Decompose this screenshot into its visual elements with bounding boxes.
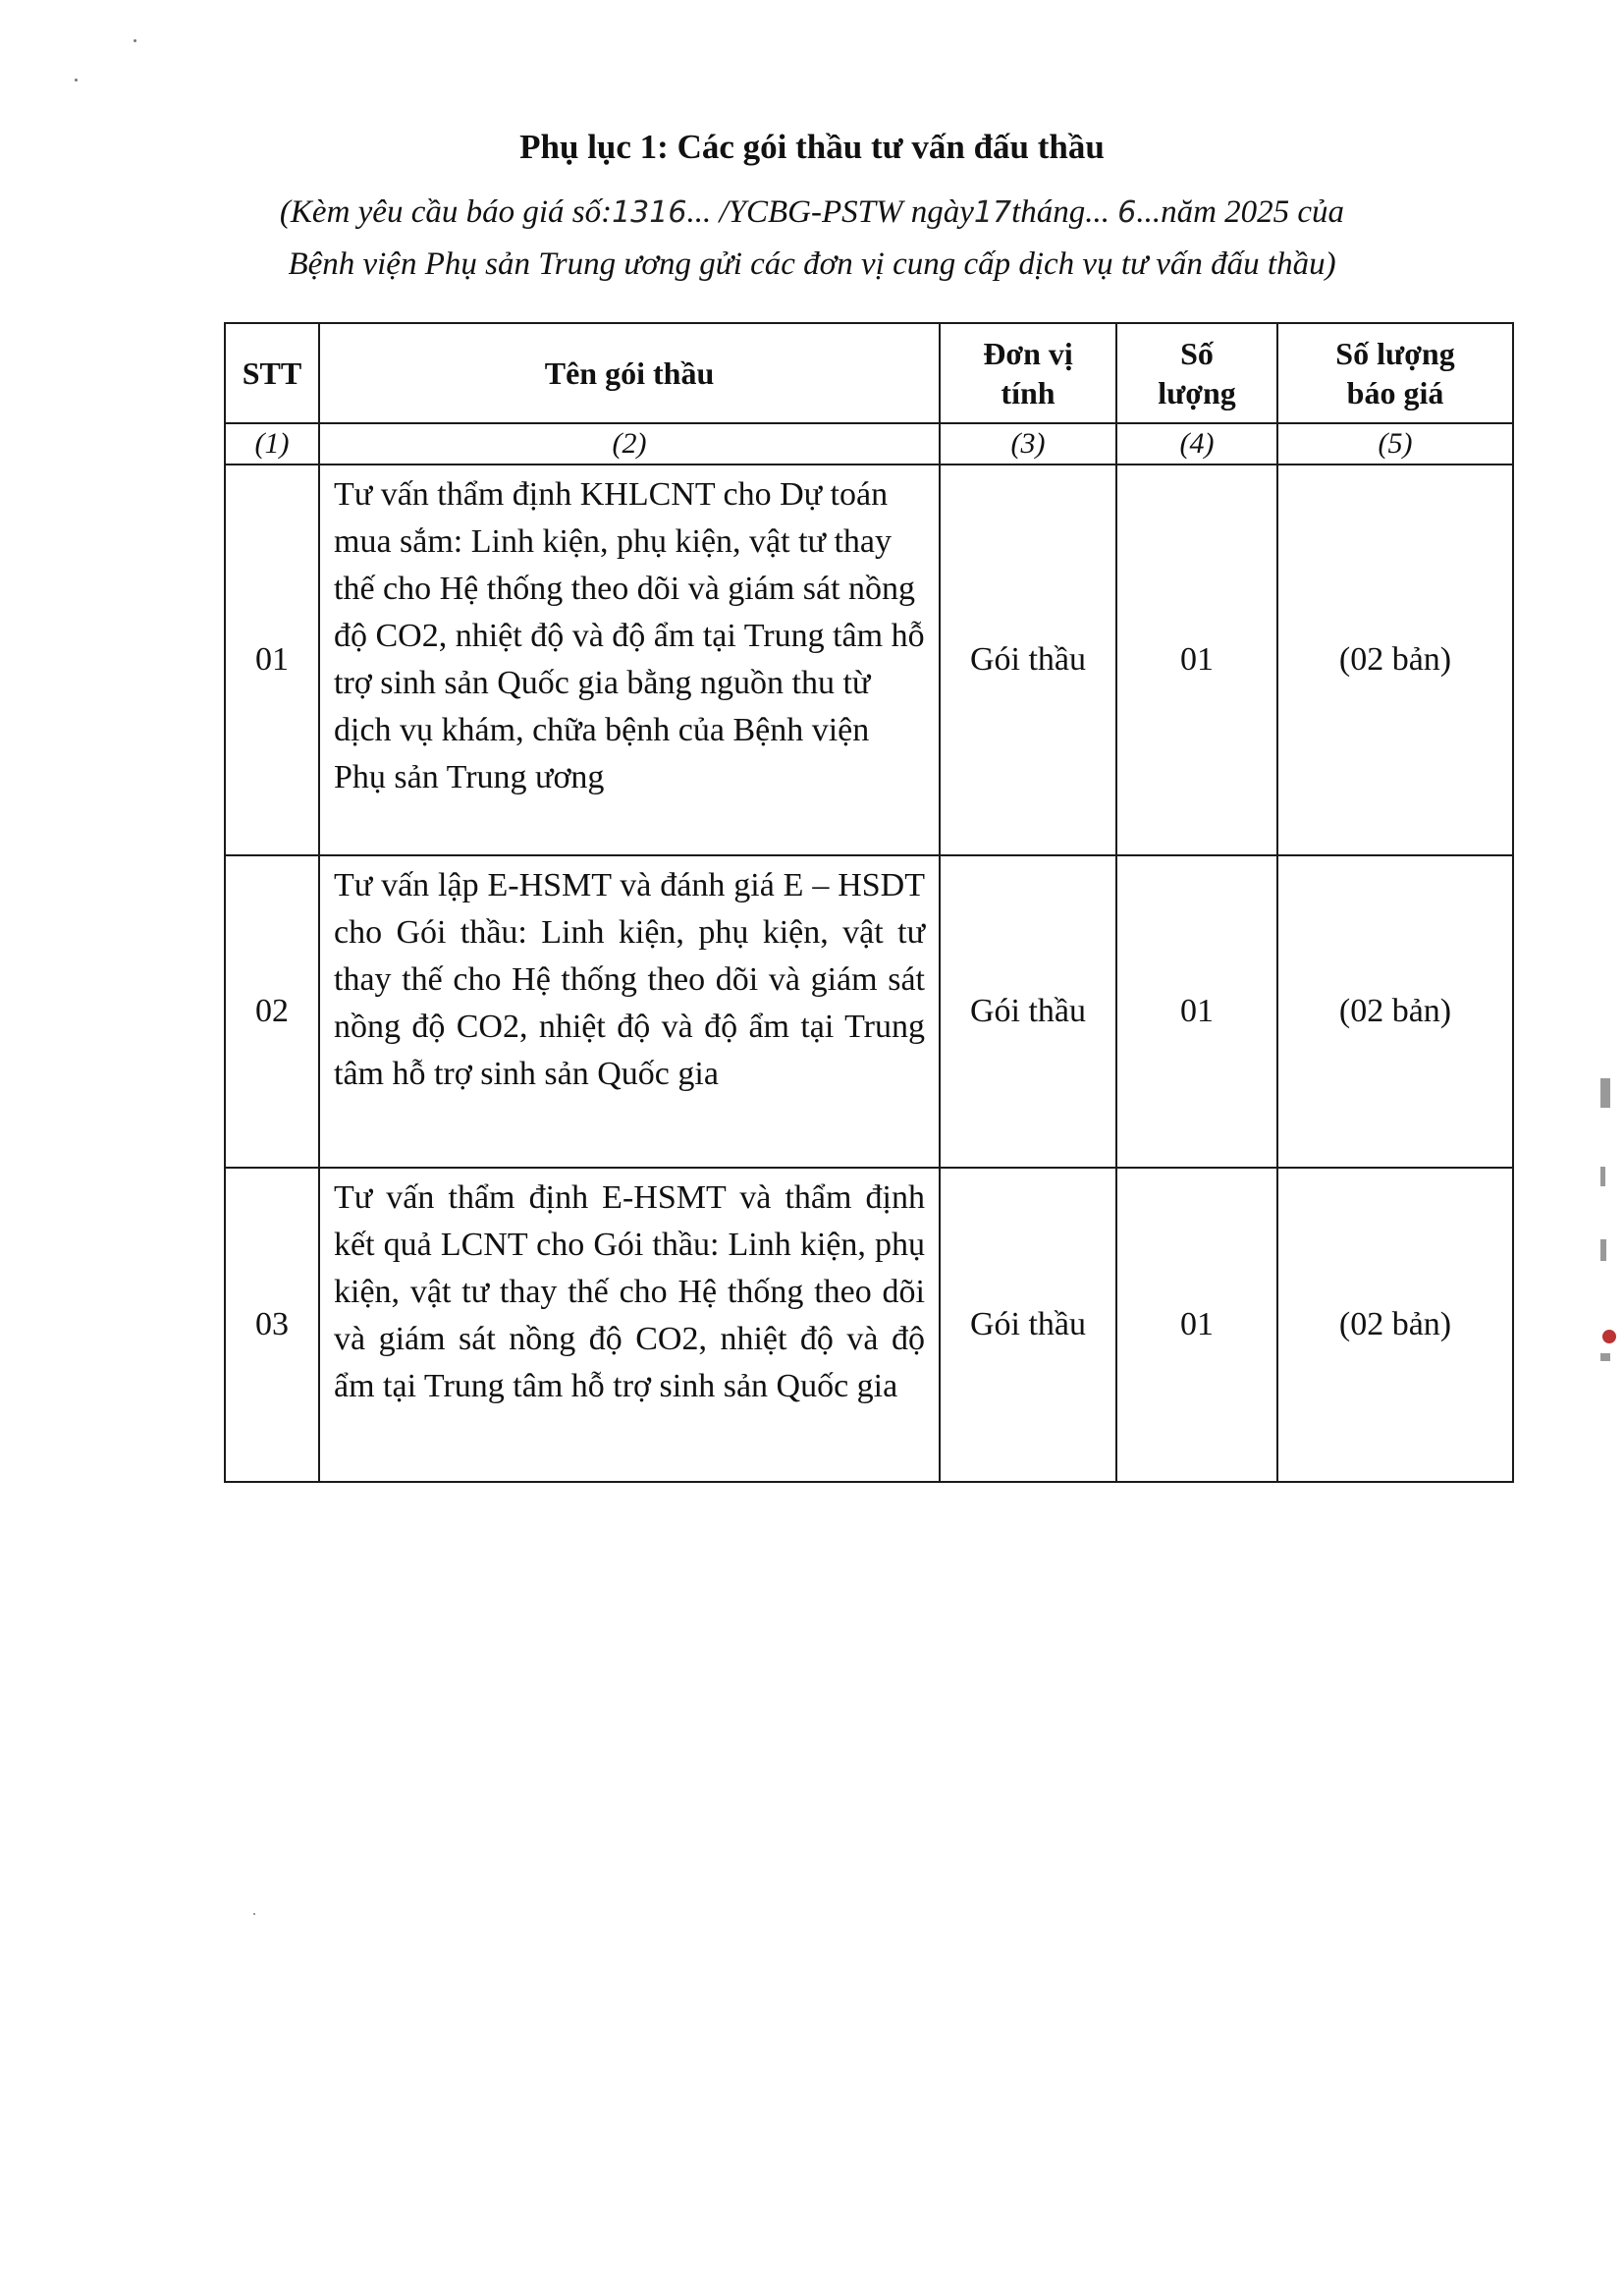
handwritten-request-number: 1316 — [612, 195, 687, 230]
scan-edge-mark — [1600, 1239, 1606, 1261]
row-unit: Gói thầu — [940, 465, 1116, 855]
row-stt: 03 — [225, 1168, 319, 1482]
subtitle-text: ...năm 2025 của — [1136, 194, 1345, 230]
row-stt: 01 — [225, 465, 319, 855]
column-number: (1) — [225, 423, 319, 465]
handwritten-day: 17 — [973, 195, 1012, 230]
header-quote-count — [1277, 323, 1513, 423]
header-unit-line-2: tính — [1001, 375, 1056, 410]
header-quantity-line-1: Số — [1180, 336, 1214, 371]
row-unit: Gói thầu — [940, 855, 1116, 1168]
header-quantity-line-2: lượng — [1158, 375, 1236, 410]
seal-fragment — [1602, 1330, 1616, 1343]
subtitle-text: (Kèm yêu cầu báo giá số: — [279, 194, 613, 230]
subtitle-line-2: Bệnh viện Phụ sản Trung ương gửi các đơn vị cung cấp dịch vụ tư vấn đấu thầu) — [288, 246, 1336, 282]
row-quantity: 01 — [1116, 1168, 1277, 1482]
row-unit: Gói thầu — [940, 1168, 1116, 1482]
column-number: (2) — [319, 423, 940, 465]
row-package-name: Tư vấn thẩm định KHLCNT cho Dự toán mua sắm: Linh kiện, phụ kiện, vật tư thay thế cho Hệ thống theo dõi và giám sát nồng độ CO2, nhiệt độ và độ ẩm tại Trung tâm hỗ trợ sinh sản Quốc gia bằng nguồn thu từ dịch vụ khám, chữa bệnh của Bệnh viện Phụ sản Trung ương — [319, 465, 940, 855]
column-number-row — [225, 423, 1513, 465]
header-unit — [940, 323, 1116, 423]
row-quote-count: (02 bản) — [1277, 1168, 1513, 1482]
document-subtitle — [0, 187, 1624, 290]
subtitle-text: tháng... — [1011, 194, 1118, 230]
table-row — [225, 855, 1513, 1168]
scan-speck — [75, 79, 78, 82]
header-stt: STT — [225, 323, 319, 423]
scan-edge-mark — [1600, 1353, 1610, 1361]
row-package-name: Tư vấn lập E-HSMT và đánh giá E – HSDT cho Gói thầu: Linh kiện, phụ kiện, vật tư thay thế cho Hệ thống theo dõi và giám sát nồng độ CO2, nhiệt độ và độ ẩm tại Trung tâm hỗ trợ sinh sản Quốc gia — [319, 855, 940, 1168]
subtitle-line-1 — [0, 187, 1624, 239]
bid-packages-table — [224, 322, 1514, 1483]
row-stt: 02 — [225, 855, 319, 1168]
row-quantity: 01 — [1116, 465, 1277, 855]
scan-edge-mark — [1600, 1078, 1610, 1108]
header-quote-line-2: báo giá — [1346, 375, 1444, 410]
scan-edge-mark — [1600, 1167, 1605, 1186]
row-package-name: Tư vấn thẩm định E-HSMT và thẩm định kết quả LCNT cho Gói thầu: Linh kiện, phụ kiện, vật tư thay thế cho Hệ thống theo dõi và giám sát nồng độ CO2, nhiệt độ và độ ẩm tại Trung tâm hỗ trợ sinh sản Quốc gia — [319, 1168, 940, 1482]
row-quantity: 01 — [1116, 855, 1277, 1168]
handwritten-month: 6 — [1117, 195, 1137, 230]
table-row — [225, 1168, 1513, 1482]
table-row — [225, 465, 1513, 855]
header-quantity — [1116, 323, 1277, 423]
header-unit-line-1: Đơn vị — [983, 336, 1073, 371]
row-quote-count: (02 bản) — [1277, 855, 1513, 1168]
row-quote-count: (02 bản) — [1277, 465, 1513, 855]
column-number: (5) — [1277, 423, 1513, 465]
scan-speck — [134, 39, 136, 42]
table-header-row — [225, 323, 1513, 423]
column-number: (4) — [1116, 423, 1277, 465]
document-title: Phụ lục 1: Các gói thầu tư vấn đấu thầu — [519, 128, 1105, 166]
column-number: (3) — [940, 423, 1116, 465]
scan-speck — [253, 1913, 255, 1915]
subtitle-text: ... /YCBG-PSTW ngày — [686, 194, 974, 230]
header-package-name: Tên gói thầu — [319, 323, 940, 423]
header-quote-line-1: Số lượng — [1335, 336, 1455, 371]
